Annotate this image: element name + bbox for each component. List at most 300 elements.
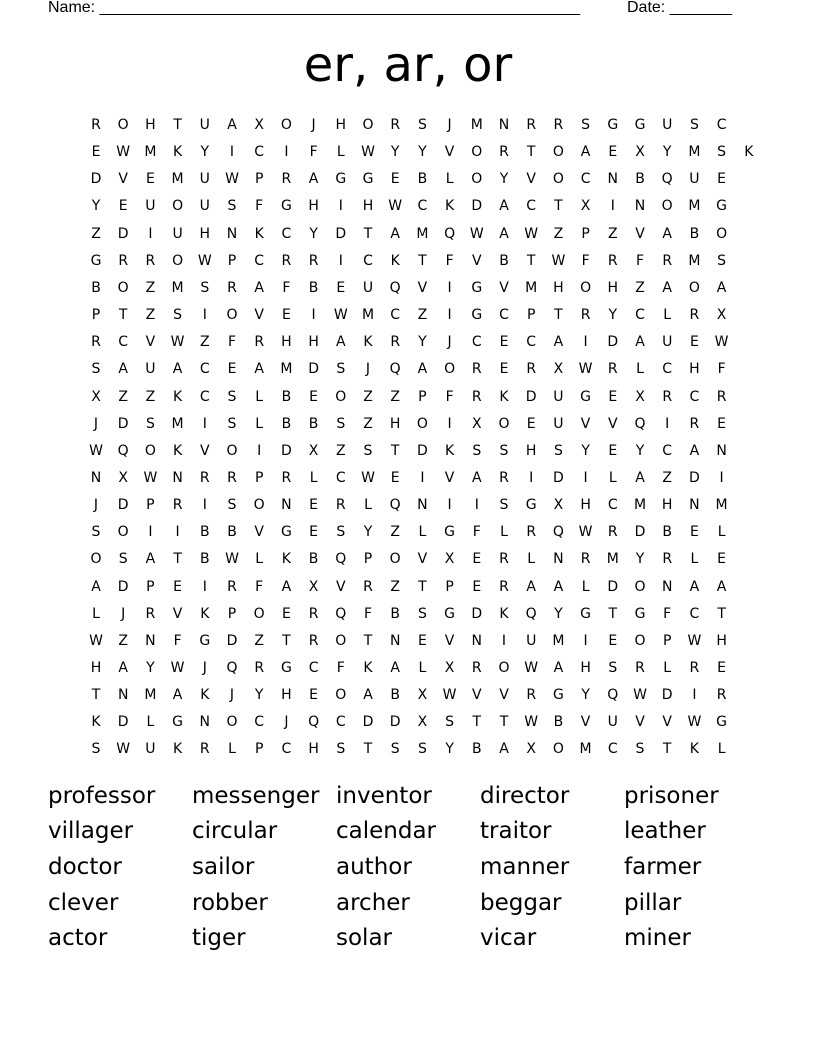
grid-letter: S	[417, 605, 427, 622]
grid-letter: D	[389, 714, 401, 731]
grid-letter: R	[308, 605, 319, 622]
grid-letter: I	[583, 469, 588, 486]
word-bank-item: traitor	[480, 818, 552, 844]
word-bank-item: manner	[480, 854, 570, 880]
grid-letter: M	[633, 497, 647, 514]
grid-letter: N	[471, 632, 483, 649]
grid-letter: P	[227, 605, 237, 622]
grid-letter: I	[148, 225, 153, 242]
grid-letter: C	[199, 361, 210, 378]
grid-letter: P	[146, 578, 155, 595]
grid-letter: O	[498, 660, 510, 676]
grid-letter: Q	[661, 171, 673, 188]
grid-letter: U	[553, 388, 564, 405]
grid-letter: A	[281, 578, 292, 595]
word-bank-item: calendar	[336, 818, 437, 844]
grid-letter: G	[716, 198, 728, 215]
word-bank-item: solar	[336, 925, 392, 951]
grid-letter: D	[308, 361, 319, 378]
grid-letter: W	[225, 171, 239, 188]
grid-letter: L	[636, 361, 644, 378]
grid-letter: E	[227, 361, 237, 378]
grid-letter: E	[608, 632, 618, 649]
grid-letter: A	[390, 660, 400, 676]
grid-letter: K	[200, 687, 210, 704]
grid-letter: C	[118, 334, 129, 351]
grid-letter: P	[445, 578, 454, 595]
grid-letter: B	[227, 524, 237, 541]
grid-letter: D	[117, 714, 129, 731]
grid-letter: R	[580, 307, 591, 324]
grid-letter: D	[417, 442, 428, 459]
grid-letter: C	[607, 497, 618, 514]
grid-letter: O	[117, 524, 129, 541]
grid-letter: Q	[444, 225, 456, 242]
grid-letter: F	[173, 632, 182, 649]
grid-letter: N	[634, 198, 646, 215]
grid-letter: K	[363, 660, 373, 676]
grid-letter: C	[499, 307, 509, 324]
grid-letter: A	[499, 225, 509, 242]
grid-row	[0, 414, 816, 441]
grid-letter: I	[311, 307, 316, 324]
word-bank-item: author	[336, 854, 412, 880]
grid-letter: O	[253, 497, 265, 514]
grid-letter: Q	[389, 361, 401, 378]
grid-letter: O	[471, 171, 483, 188]
word-bank-item: beggar	[480, 890, 562, 916]
grid-letter: E	[499, 334, 509, 351]
grid-letter: D	[525, 388, 537, 405]
grid-letter: C	[199, 388, 210, 405]
grid-letter: W	[333, 307, 348, 324]
grid-letter: V	[580, 714, 591, 731]
grid-letter: V	[635, 225, 645, 242]
grid-letter: D	[689, 469, 700, 486]
grid-letter: A	[580, 144, 591, 161]
grid-letter: W	[578, 524, 593, 541]
grid-letter: T	[418, 578, 427, 595]
grid-letter: T	[282, 632, 291, 649]
grid-letter: A	[390, 225, 400, 242]
grid-letter: O	[90, 551, 102, 568]
grid-letter: R	[471, 388, 482, 405]
grid-letter: W	[170, 334, 185, 351]
grid-letter: Q	[117, 442, 129, 459]
grid-letter: R	[145, 252, 156, 269]
grid-letter: O	[117, 279, 129, 296]
grid-letter: Z	[608, 225, 618, 242]
grid-letter: Q	[226, 660, 238, 676]
grid-letter: L	[418, 524, 427, 541]
grid-letter: T	[91, 687, 101, 704]
grid-letter: E	[689, 524, 699, 541]
grid-letter: C	[335, 714, 346, 731]
grid-row	[0, 115, 816, 142]
grid-letter: B	[471, 741, 482, 758]
grid-letter: Q	[335, 605, 347, 622]
grid-letter: N	[498, 117, 510, 133]
grid-letter: R	[199, 469, 210, 486]
grid-letter: B	[308, 415, 319, 432]
grid-letter: L	[255, 551, 264, 568]
grid-letter: E	[608, 144, 618, 161]
grid-letter: F	[309, 144, 318, 161]
grid-letter: T	[499, 714, 509, 731]
grid-letter: C	[662, 442, 673, 459]
grid-letter: J	[202, 660, 207, 676]
grid-letter: R	[471, 660, 482, 676]
grid-letter: X	[417, 687, 428, 704]
grid-row	[0, 658, 816, 685]
grid-letter: U	[662, 334, 673, 351]
grid-letter: U	[689, 171, 700, 188]
grid-letter: O	[144, 442, 156, 459]
grid-letter: K	[200, 605, 210, 622]
word-bank-item: leather	[624, 818, 706, 844]
grid-letter: R	[526, 117, 537, 133]
grid-letter: R	[335, 497, 346, 514]
grid-row	[0, 712, 816, 739]
grid-letter: O	[552, 741, 564, 758]
grid-letter: I	[229, 144, 235, 161]
grid-letter: T	[554, 307, 563, 324]
grid-letter: P	[581, 225, 590, 242]
grid-letter: F	[472, 524, 481, 541]
grid-letter: Z	[145, 388, 156, 405]
grid-letter: H	[580, 660, 591, 676]
grid-letter: W	[170, 660, 185, 676]
grid-letter: A	[526, 578, 536, 595]
grid-letter: B	[91, 279, 101, 296]
grid-letter: S	[173, 307, 183, 324]
grid-letter: V	[444, 469, 455, 486]
grid-letter: K	[281, 551, 291, 568]
grid-letter: X	[553, 361, 564, 378]
grid-letter: S	[145, 415, 155, 432]
grid-letter: L	[581, 578, 590, 595]
grid-letter: E	[309, 497, 319, 514]
grid-letter: T	[526, 252, 536, 269]
grid-letter: O	[416, 415, 428, 432]
grid-letter: H	[308, 741, 319, 758]
grid-row	[0, 142, 816, 169]
grid-letter: V	[635, 714, 645, 731]
grid-letter: U	[199, 198, 210, 215]
grid-letter: I	[202, 497, 207, 514]
grid-letter: P	[227, 252, 237, 269]
grid-letter: L	[92, 605, 100, 622]
grid-letter: S	[227, 388, 237, 405]
grid-row	[0, 549, 816, 576]
grid-letter: I	[447, 497, 452, 514]
grid-letter: A	[689, 442, 700, 459]
grid-letter: O	[498, 415, 510, 432]
grid-letter: W	[89, 632, 103, 649]
grid-letter: G	[607, 117, 619, 133]
grid-row	[0, 387, 816, 414]
grid-letter: R	[91, 117, 101, 133]
grid-letter: U	[199, 117, 210, 133]
grid-letter: X	[580, 198, 591, 215]
grid-letter: A	[172, 361, 183, 378]
grid-letter: G	[471, 307, 483, 324]
grid-letter: J	[93, 415, 99, 432]
grid-letter: I	[719, 469, 724, 486]
grid-letter: L	[527, 551, 536, 568]
grid-letter: Y	[554, 605, 563, 622]
grid-letter: I	[338, 198, 343, 215]
grid-letter: R	[199, 741, 210, 758]
grid-letter: F	[363, 605, 373, 622]
grid-letter: M	[715, 497, 728, 514]
grid-letter: M	[171, 279, 184, 296]
grid-letter: S	[717, 144, 727, 161]
grid-letter: I	[501, 632, 507, 649]
grid-letter: G	[471, 279, 483, 296]
grid-letter: B	[553, 714, 564, 731]
grid-letter: Z	[145, 279, 156, 296]
grid-letter: O	[172, 198, 184, 215]
grid-letter: B	[689, 225, 700, 242]
grid-letter: R	[145, 605, 156, 622]
grid-letter: O	[688, 279, 700, 296]
grid-letter: L	[608, 469, 617, 486]
grid-letter: J	[284, 714, 289, 731]
grid-letter: L	[663, 307, 672, 324]
grid-letter: O	[226, 442, 238, 459]
word-bank-item: doctor	[48, 854, 122, 880]
grid-letter: D	[553, 469, 564, 486]
grid-row	[0, 251, 816, 278]
grid-letter: Q	[389, 279, 401, 296]
grid-letter: G	[280, 524, 292, 541]
grid-letter: I	[284, 144, 289, 161]
grid-letter: I	[202, 578, 207, 595]
grid-letter: G	[90, 252, 102, 269]
grid-letter: L	[500, 524, 508, 541]
grid-letter: Z	[662, 469, 672, 486]
grid-letter: X	[635, 144, 645, 161]
grid-letter: A	[91, 578, 101, 595]
grid-letter: R	[471, 361, 482, 378]
word-bank-item: clever	[48, 890, 119, 916]
grid-letter: R	[716, 388, 727, 405]
grid-letter: V	[580, 415, 591, 432]
grid-letter: H	[553, 279, 564, 296]
grid-letter: R	[607, 524, 618, 541]
grid-letter: X	[553, 497, 564, 514]
grid-letter: R	[308, 632, 319, 649]
grid-letter: I	[202, 307, 207, 324]
grid-letter: R	[689, 307, 700, 324]
grid-letter: C	[607, 741, 618, 758]
grid-letter: A	[499, 741, 509, 758]
grid-letter: I	[175, 524, 180, 541]
word-bank-item: miner	[624, 925, 691, 951]
grid-letter: R	[553, 117, 564, 133]
grid-letter: G	[362, 171, 374, 188]
grid-letter: R	[662, 252, 673, 269]
grid-letter: G	[199, 632, 211, 649]
grid-letter: Z	[200, 334, 210, 351]
grid-letter: V	[472, 687, 482, 704]
grid-letter: E	[608, 388, 618, 405]
grid-letter: L	[255, 388, 264, 405]
grid-letter: Z	[254, 632, 264, 649]
grid-letter: M	[606, 551, 619, 568]
grid-letter: K	[173, 388, 183, 405]
grid-letter: Q	[389, 497, 401, 514]
grid-letter: Q	[552, 524, 564, 541]
word-bank-item: villager	[48, 818, 134, 844]
grid-letter: M	[171, 171, 184, 188]
grid-letter: N	[716, 442, 727, 459]
grid-letter: E	[281, 307, 291, 324]
grid-letter: L	[364, 497, 372, 514]
grid-letter: N	[199, 714, 211, 731]
grid-letter: O	[580, 279, 592, 296]
grid-letter: L	[717, 524, 726, 541]
grid-letter: C	[417, 198, 428, 215]
grid-letter: P	[526, 307, 536, 324]
grid-letter: S	[553, 442, 563, 459]
grid-letter: A	[689, 578, 700, 595]
grid-letter: D	[471, 605, 483, 622]
grid-letter: V	[417, 551, 428, 568]
grid-letter: T	[390, 442, 400, 459]
grid-letter: E	[309, 687, 319, 704]
grid-letter: D	[90, 171, 102, 188]
grid-letter: C	[281, 741, 292, 758]
grid-letter: E	[717, 171, 727, 188]
grid-row	[0, 631, 816, 658]
grid-letter: D	[607, 578, 619, 595]
grid-letter: A	[635, 469, 645, 486]
grid-letter: E	[281, 605, 291, 622]
grid-letter: O	[552, 171, 564, 188]
grid-letter: T	[118, 307, 128, 324]
grid-letter: M	[688, 144, 701, 161]
grid-letter: P	[418, 388, 427, 405]
grid-letter: N	[281, 497, 292, 514]
grid-letter: S	[717, 252, 727, 269]
grid-letter: R	[499, 551, 509, 568]
grid-letter: R	[281, 171, 292, 188]
grid-row	[0, 468, 816, 495]
grid-letter: G	[552, 687, 564, 704]
grid-letter: L	[445, 171, 454, 188]
grid-letter: P	[91, 307, 101, 324]
grid-letter: T	[173, 551, 182, 568]
grid-letter: T	[173, 117, 182, 133]
grid-letter: E	[472, 578, 482, 595]
grid-letter: V	[417, 279, 428, 296]
grid-letter: K	[173, 442, 183, 459]
grid-letter: N	[145, 632, 156, 649]
grid-letter: Y	[608, 307, 618, 324]
grid-letter: X	[716, 307, 727, 324]
grid-letter: H	[716, 632, 727, 649]
grid-letter: F	[717, 361, 726, 378]
grid-letter: D	[117, 225, 129, 242]
grid-letter: Y	[418, 334, 427, 351]
grid-letter: Q	[335, 551, 347, 568]
grid-letter: W	[551, 252, 566, 269]
word-bank-item: messenger	[192, 783, 320, 809]
grid-letter: Y	[499, 171, 509, 188]
grid-letter: Y	[662, 144, 672, 161]
grid-letter: S	[445, 714, 455, 731]
grid-row	[0, 577, 816, 604]
grid-letter: B	[417, 171, 428, 188]
word-bank-item: actor	[48, 925, 108, 951]
grid-letter: C	[335, 469, 346, 486]
grid-row	[0, 522, 816, 549]
grid-letter: V	[499, 279, 509, 296]
grid-letter: E	[472, 551, 482, 568]
grid-letter: A	[118, 660, 128, 676]
grid-letter: K	[173, 741, 183, 758]
grid-letter: B	[281, 388, 292, 405]
grid-row	[0, 196, 816, 223]
grid-letter: D	[634, 524, 646, 541]
word-bank-item: director	[480, 783, 570, 809]
grid-letter: G	[280, 660, 292, 676]
grid-letter: S	[91, 524, 101, 541]
grid-letter: F	[255, 198, 264, 215]
grid-letter: E	[145, 171, 155, 188]
grid-letter: R	[91, 334, 101, 351]
grid-letter: X	[635, 388, 645, 405]
grid-letter: C	[689, 388, 700, 405]
grid-letter: K	[363, 334, 373, 351]
grid-letter: R	[308, 252, 319, 269]
grid-letter: A	[336, 334, 346, 351]
grid-letter: A	[118, 361, 128, 378]
grid-letter: A	[662, 279, 672, 296]
grid-letter: D	[335, 225, 347, 242]
grid-letter: W	[469, 225, 484, 242]
grid-letter: O	[444, 361, 456, 378]
grid-letter: M	[144, 687, 157, 704]
grid-letter: U	[662, 117, 673, 133]
grid-letter: E	[717, 660, 727, 676]
grid-letter: Y	[254, 687, 264, 704]
grid-letter: R	[689, 415, 700, 432]
grid-letter: C	[390, 307, 401, 324]
grid-letter: N	[389, 632, 401, 649]
grid-letter: Z	[553, 225, 564, 242]
grid-letter: Z	[363, 415, 373, 432]
grid-letter: E	[91, 144, 101, 161]
grid-letter: I	[610, 198, 615, 215]
grid-letter: L	[146, 714, 155, 731]
grid-letter: C	[308, 660, 319, 676]
grid-letter: V	[254, 307, 264, 324]
grid-row	[0, 224, 816, 251]
grid-letter: A	[499, 198, 509, 215]
grid-letter: V	[145, 334, 156, 351]
grid-letter: D	[362, 714, 374, 731]
grid-letter: C	[363, 252, 373, 269]
grid-letter: K	[445, 198, 455, 215]
word-bank-item: circular	[192, 818, 278, 844]
grid-letter: X	[308, 442, 319, 459]
grid-letter: R	[281, 469, 292, 486]
grid-letter: R	[172, 497, 183, 514]
grid-letter: S	[417, 741, 427, 758]
